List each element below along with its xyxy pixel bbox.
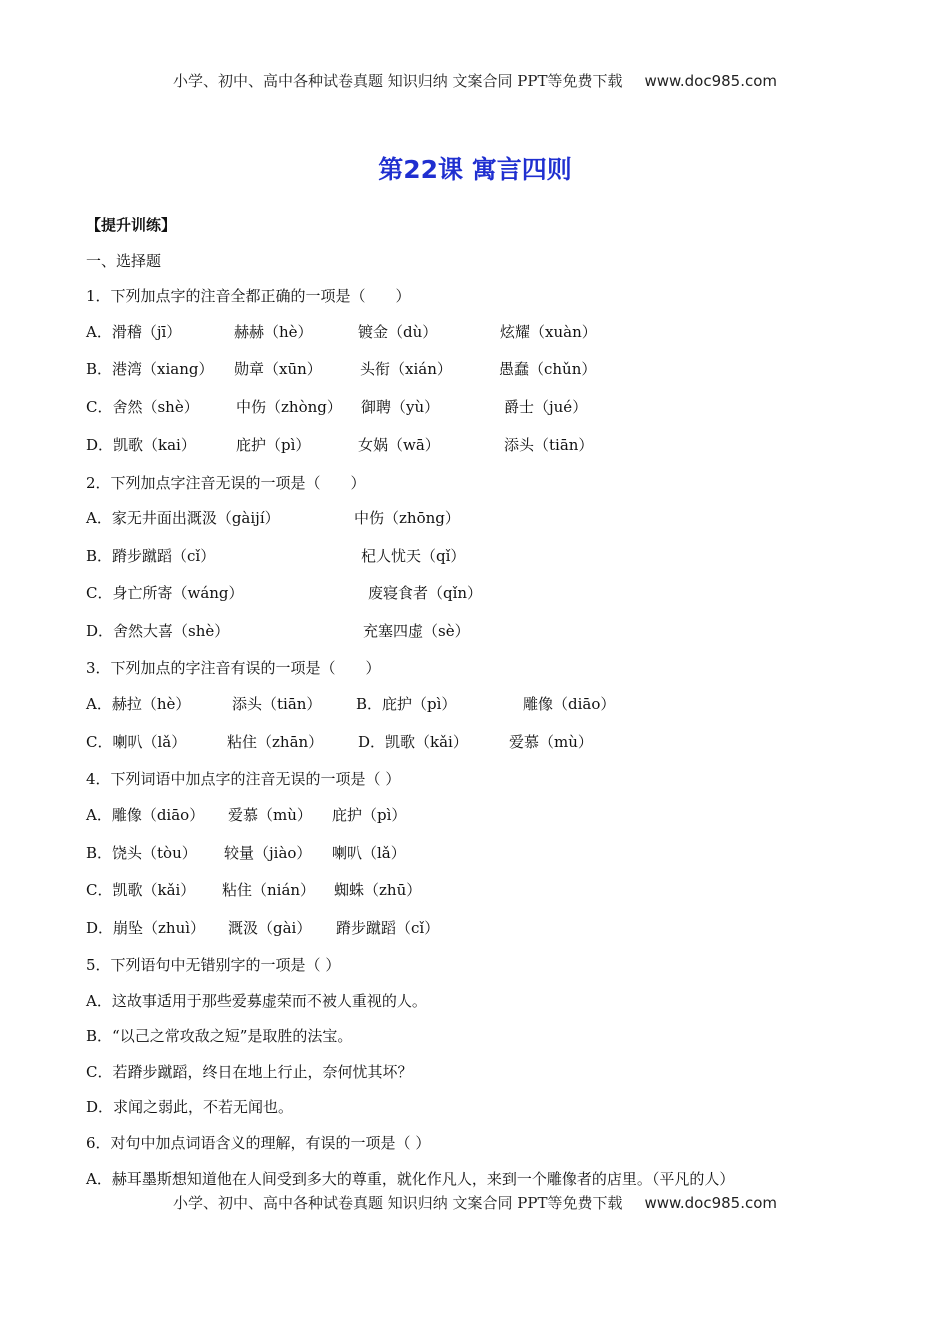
q5-option-c: C．若蹐步蹴蹈，终日在地上行止，奈何忧其坏？ (86, 1063, 413, 1081)
q6-stem: 6．对句中加点词语含义的理解，有误的一项是（ ） (86, 1134, 431, 1152)
footer-text: 小学、初中、高中各种试卷真题 知识归纳 文案合同 PPT等免费下载 (172, 1194, 623, 1212)
q2-b-2: 杞人忧天（qǐ） (361, 547, 466, 565)
q4-a-3: 庇护（pì） (332, 806, 407, 824)
q2-d-2: 充塞四虚（sè） (363, 622, 470, 640)
q4-b-3: 喇叭（lǎ） (332, 844, 406, 862)
q4-option-c (86, 879, 886, 909)
q3-options-cd (86, 731, 886, 761)
q1-b-1: B．港湾（xiang） (86, 360, 214, 378)
q4-d-3: 蹐步蹴蹈（cǐ） (336, 919, 440, 937)
q1-c-4: 爵士（jué） (504, 398, 588, 416)
q1-d-2: 庇护（pì） (236, 436, 311, 454)
q1-stem: 1．下列加点字的注音全都正确的一项是（ ） (86, 287, 411, 305)
q1-a-1: A．滑稽（jī） (86, 323, 182, 341)
header-site[interactable]: www.doc985.com (644, 72, 778, 90)
q5-option-a: A．这故事适用于那些爱募虚荣而不被人重视的人。 (86, 992, 427, 1010)
q2-c-1: C．身亡所寄（wáng） (86, 584, 244, 602)
q2-stem: 2．下列加点字注音无误的一项是（ ） (86, 474, 366, 492)
q1-c-3: 御聘（yù） (361, 398, 440, 416)
footer-site[interactable]: www.doc985.com (644, 1194, 778, 1212)
q6-option-a: A．赫耳墨斯想知道他在人间受到多大的尊重，就化作凡人，来到一个雕像者的店里。（平凡的人） (86, 1170, 735, 1188)
q3-cd-1: C．喇叭（lǎ） (86, 733, 187, 751)
q3-ab-4: 雕像（diāo） (523, 695, 616, 713)
q1-b-3: 头衔（xián） (360, 360, 452, 378)
section-training: 【提升训练】 (86, 216, 177, 234)
q3-ab-3: B．庇护（pì） (356, 695, 457, 713)
q4-b-2: 较量（jiào） (224, 844, 312, 862)
q4-c-3: 蜘蛛（zhū） (334, 881, 422, 899)
page-footer (0, 1192, 950, 1213)
q4-c-1: C．凯歌（kǎi） (86, 881, 196, 899)
q4-option-d (86, 917, 886, 947)
q3-ab-1: A．赫拉（hè） (86, 695, 191, 713)
q1-d-3: 女娲（wā） (358, 436, 440, 454)
q2-a-1: A．家无井面出溉汲（gàijí） (86, 509, 280, 527)
q2-option-a (86, 507, 886, 537)
q4-a-1: A．雕像（diāo） (86, 806, 205, 824)
q4-b-1: B．饶头（tòu） (86, 844, 197, 862)
q1-a-3: 镀金（dù） (358, 323, 438, 341)
q3-stem: 3．下列加点的字注音有误的一项是（ ） (86, 659, 381, 677)
q1-a-4: 炫耀（xuàn） (500, 323, 597, 341)
q2-d-1: D．舍然大喜（shè） (86, 622, 230, 640)
q1-a-2: 赫赫（hè） (234, 323, 313, 341)
q1-option-d (86, 434, 886, 464)
page-header (0, 70, 950, 91)
q1-b-2: 勋章（xūn） (234, 360, 322, 378)
q4-c-2: 粘住（nián） (222, 881, 316, 899)
q3-ab-2: 添头（tiān） (232, 695, 322, 713)
q2-c-2: 废寝食者（qǐn） (368, 584, 483, 602)
q4-option-a (86, 804, 886, 834)
q3-cd-2: 粘住（zhān） (227, 733, 324, 751)
q2-option-c (86, 582, 886, 612)
q2-option-b (86, 545, 886, 575)
q2-b-1: B．蹐步蹴蹈（cǐ） (86, 547, 216, 565)
q1-option-c (86, 396, 886, 426)
q1-option-b (86, 358, 886, 388)
q4-d-1: D．崩坠（zhuì） (86, 919, 206, 937)
section-choice: 一、选择题 (86, 252, 162, 270)
q1-c-2: 中伤（zhòng） (236, 398, 342, 416)
q2-option-d (86, 620, 886, 650)
q1-c-1: C．舍然（shè） (86, 398, 199, 416)
q3-cd-3: D．凯歌（kǎi） (358, 733, 468, 751)
q4-a-2: 爱慕（mù） (228, 806, 312, 824)
q4-option-b (86, 842, 886, 872)
q5-option-b: B．“以己之常攻敌之短”是取胜的法宝。 (86, 1027, 353, 1045)
q5-stem: 5．下列语句中无错别字的一项是（ ） (86, 956, 341, 974)
q3-options-ab (86, 693, 886, 723)
page-title: 第22课 寓言四则 (378, 155, 572, 184)
header-text: 小学、初中、高中各种试卷真题 知识归纳 文案合同 PPT等免费下载 (172, 72, 623, 90)
q2-a-2: 中伤（zhōng） (354, 509, 460, 527)
q1-d-4: 添头（tiān） (504, 436, 594, 454)
q1-option-a (86, 321, 886, 351)
q4-d-2: 溉汲（gài） (228, 919, 312, 937)
q4-stem: 4．下列词语中加点字的注音无误的一项是（ ） (86, 770, 401, 788)
q1-b-4: 愚蠢（chǔn） (499, 360, 597, 378)
q1-d-1: D．凯歌（kai） (86, 436, 196, 454)
q3-cd-4: 爱慕（mù） (509, 733, 593, 751)
q5-option-d: D．求闻之弱此，不若无闻也。 (86, 1098, 294, 1116)
